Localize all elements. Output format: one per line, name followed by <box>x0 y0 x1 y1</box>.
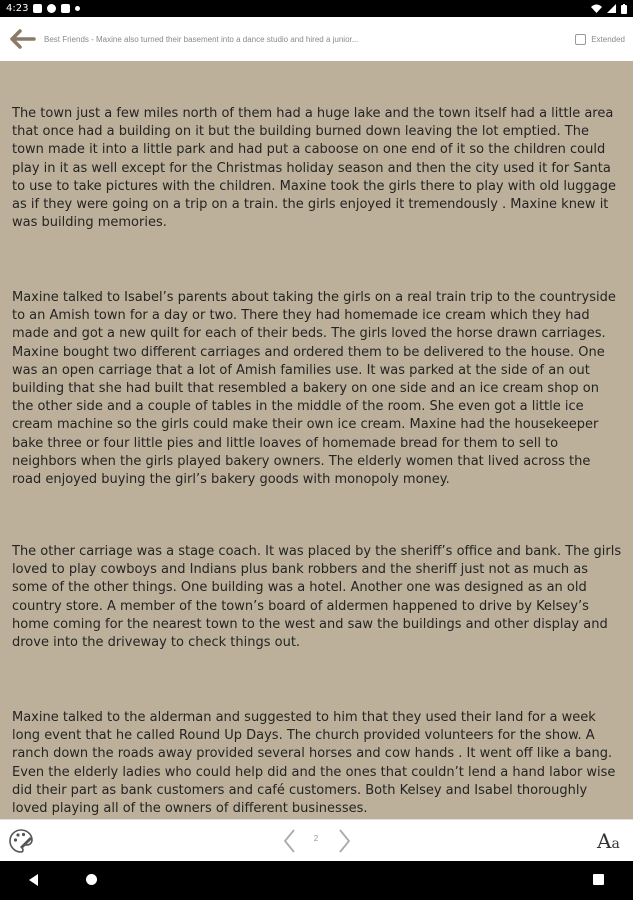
status-time: 4:23 <box>6 3 29 14</box>
story-paragraph: Maxine talked to the alderman and suggested to him that they used their land for a week long event that he called Round Up Days. The church provided volunteers for the show. A ranch down the roads away provided several horses and cow hands . It went off like a bang. Even the elderly ladies who could help did and the ones that couldn’t lend a hand labor wise did their part as bank customers and café customers. Both Kelsey and Isabel thoroughly loved playing all of the owners of different businesses. <box>12 710 616 817</box>
chevron-left-icon <box>278 826 302 856</box>
theme-button[interactable] <box>8 828 34 854</box>
bottom-toolbar <box>0 819 633 861</box>
nav-back-icon[interactable] <box>29 874 38 886</box>
status-bar <box>0 0 633 17</box>
prev-page-button[interactable] <box>278 826 302 856</box>
reading-area[interactable] <box>0 61 633 819</box>
chapter-title: Best Friends - Maxine also turned their basement into a dance studio and hired a junior... <box>44 34 359 44</box>
app-bar <box>0 17 633 61</box>
notification-icon <box>47 4 56 13</box>
font-size-button[interactable] <box>597 829 627 853</box>
extended-checkbox[interactable] <box>575 34 586 45</box>
next-page-button[interactable] <box>332 826 356 856</box>
system-nav-bar <box>0 861 633 900</box>
story-paragraph: The town just a few miles north of them had a huge lake and the town itself had a little area that once had a building on it but the building burned down leaving the lot emptied. The town made it into a little park and had put a caboose on one end of it so the children could play in it as well except for the Christmas holiday season and then the city used it for Santa to use to take pictures with the children. Maxine took the girls there to play with old luggage as if they were going on a trip on a train. the girls enjoyed it tremendously . Maxine knew it was building memories. <box>12 106 616 231</box>
arrow-left-icon <box>8 28 36 50</box>
status-right <box>591 4 627 14</box>
battery-icon <box>621 4 627 14</box>
nav-home-icon[interactable] <box>86 874 97 885</box>
notification-icon <box>61 4 70 13</box>
sync-icon <box>75 6 80 11</box>
story-paragraph: The other carriage was a stage coach. It was placed by the sheriff’s office and bank. The girls loved to play cowboys and Indians plus bank robbers and the sheriff just not as much as some of the other things. One building was a hotel. Another one was designed as an old country store. A member of the town’s board of aldermen happened to drive by Kelsey’s home coming for the nearest town to the west and saw the buildings and other display and drove into the driveway to check things out. <box>12 544 622 651</box>
signal-icon <box>607 4 616 13</box>
extended-label: Extended <box>591 34 625 44</box>
font-size-icon: A <box>597 829 612 853</box>
nav-recents-icon[interactable] <box>593 874 604 885</box>
notification-icon <box>33 4 42 13</box>
extended-toggle[interactable] <box>575 34 625 45</box>
palette-icon <box>8 828 34 854</box>
wifi-icon <box>591 4 602 13</box>
back-button[interactable] <box>0 17 44 61</box>
chevron-right-icon <box>332 826 356 856</box>
status-left <box>6 3 80 14</box>
story-paragraph: Maxine talked to Isabel’s parents about taking the girls on a real train trip to the countryside to an Amish town for a day or two. There they had homemade ice cream which they had made and got a new quilt for each of their beds. The girls loved the horse drawn carriages. Maxine bought two different carriages and ordered them to be delivered to the house. One was an open carriage that a lot of Amish families use. It was parked at the side of an out building that she had built that resembled a bakery on one side and an ice cream shop on the other side and a couple of tables in the middle of the room. She even got a little ice cream machine so the girls could make their own ice cream. Maxine had the housekeeper bake three or four little pies and little loaves of homemade bread for them to sell to neighbors when the girls played bakery owners. The elderly women that lived across the road enjoyed buying the girl’s bakery goods with monopoly money. <box>12 290 616 488</box>
page-number: 2 <box>313 834 319 843</box>
font-size-icon: a <box>611 836 620 852</box>
